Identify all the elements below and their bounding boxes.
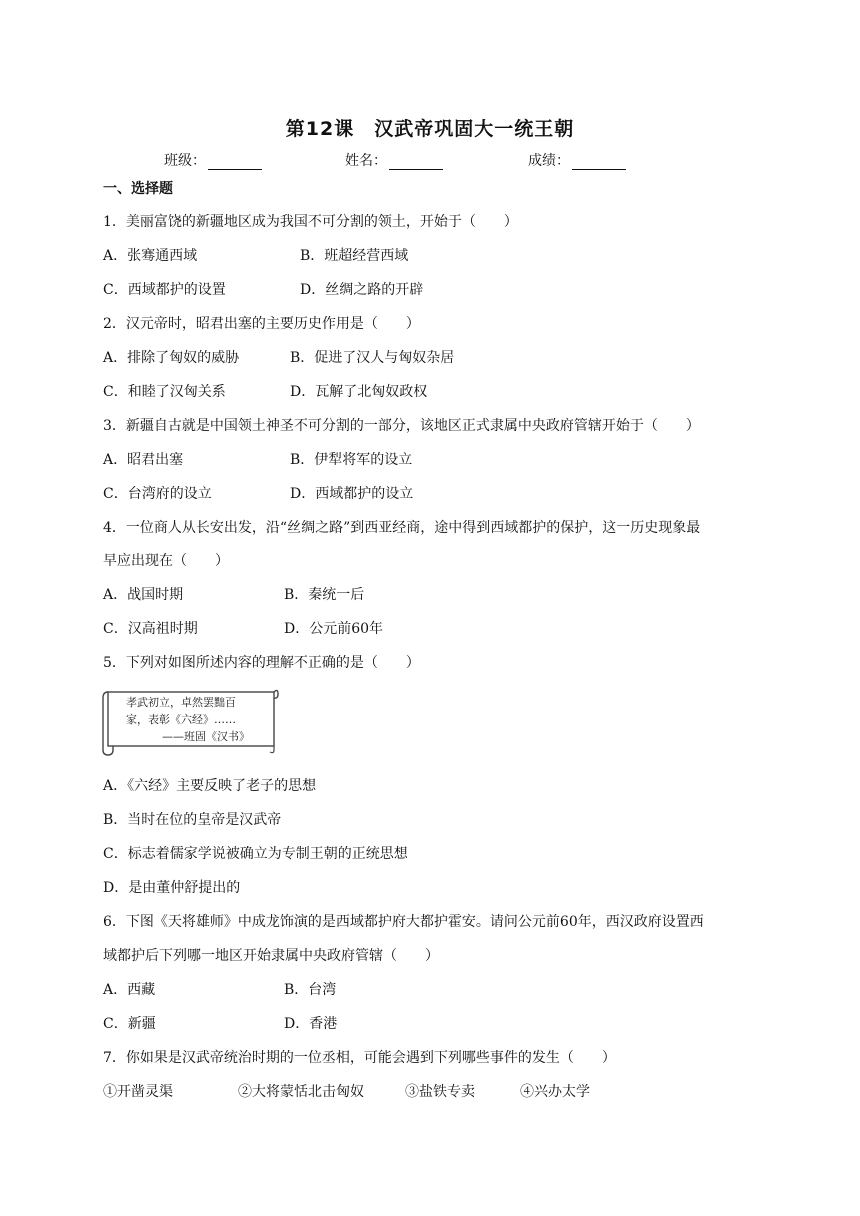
question-7-item-1: ①开凿灵渠 [103, 1084, 173, 1100]
class-label: 班级： [164, 153, 206, 169]
question-5-option-c: C．标志着儒家学说被确立为专制王朝的正统思想 [103, 846, 408, 862]
scroll-illustration [100, 686, 282, 756]
question-2-option-d: D．瓦解了北匈奴政权 [290, 384, 428, 400]
name-field [345, 150, 443, 170]
question-5-option-d: D．是由董仲舒提出的 [103, 880, 241, 896]
score-blank [572, 155, 626, 170]
score-field [528, 150, 626, 170]
question-7-item-3: ③盐铁专卖 [405, 1084, 475, 1100]
question-1-stem: 1．美丽富饶的新疆地区成为我国不可分割的领土，开始于（ ） [103, 214, 518, 230]
question-3-stem: 3．新疆自古就是中国领土神圣不可分割的一部分，该地区正式隶属中央政府管辖开始于（ ） [103, 418, 700, 434]
question-7-item-4: ④兴办太学 [520, 1084, 590, 1100]
question-3-option-b: B．伊犁将军的设立 [290, 452, 413, 468]
question-2-option-b: B．促进了汉人与匈奴杂居 [290, 350, 455, 366]
question-1-option-b: B．班超经营西域 [300, 248, 409, 264]
scroll-text-line-3: ——班固《汉书》 [162, 730, 250, 743]
question-7-stem: 7．你如果是汉武帝统治时期的一位丞相，可能会遇到下列哪些事件的发生（ ） [103, 1050, 616, 1066]
question-6-option-c: C．新疆 [103, 1016, 156, 1032]
question-4-option-a: A．战国时期 [103, 587, 184, 603]
name-blank [389, 155, 443, 170]
question-6-stem-line-2: 域都护后下列哪一地区开始隶属中央政府管辖（ ） [103, 948, 439, 964]
question-1-option-c: C．西域都护的设置 [103, 282, 226, 298]
scroll-text-line-1: 孝武初立，卓然罢黜百 [126, 696, 236, 709]
question-7-item-2: ②大将蒙恬北击匈奴 [238, 1084, 364, 1100]
question-1-option-a: A．张骞通西域 [103, 248, 198, 264]
question-6-option-a: A．西藏 [103, 982, 156, 998]
question-5-option-a: A．《六经》主要反映了老子的思想 [103, 778, 317, 794]
class-blank [208, 155, 262, 170]
name-label: 姓名： [345, 153, 387, 169]
question-6-option-b: B．台湾 [284, 982, 337, 998]
question-4-stem-line-2: 早应出现在（ ） [103, 553, 229, 569]
score-label: 成绩： [528, 153, 570, 169]
scroll-text-line-2: 家，表彰《六经》…… [126, 713, 236, 726]
question-2-option-c: C．和睦了汉匈关系 [103, 384, 226, 400]
question-1-option-d: D．丝绸之路的开辟 [300, 282, 424, 298]
section-heading: 一、选择题 [103, 181, 173, 197]
question-6-stem-line-1: 6．下图《天将雄师》中成龙饰演的是西域都护府大都护霍安。请问公元前60年，西汉政府设置西 [103, 914, 704, 930]
question-3-option-a: A．昭君出塞 [103, 452, 184, 468]
question-5-stem: 5．下列对如图所述内容的理解不正确的是（ ） [103, 655, 420, 671]
question-4-stem-line-1: 4．一位商人从长安出发，沿“丝绸之路”到西亚经商，途中得到西域都护的保护，这一历史现象最 [103, 520, 701, 536]
question-5-option-b: B．当时在位的皇帝是汉武帝 [103, 812, 282, 828]
question-3-option-d: D．西域都护的设立 [290, 486, 414, 502]
question-4-option-b: B．秦统一后 [284, 587, 365, 603]
question-2-stem: 2．汉元帝时，昭君出塞的主要历史作用是（ ） [103, 316, 420, 332]
question-2-option-a: A．排除了匈奴的威胁 [103, 350, 240, 366]
class-field [164, 150, 262, 170]
question-3-option-c: C．台湾府的设立 [103, 486, 212, 502]
question-6-option-d: D．香港 [284, 1016, 338, 1032]
question-4-option-d: D．公元前60年 [284, 621, 384, 637]
question-4-option-c: C．汉高祖时期 [103, 621, 198, 637]
page-title: 第12课 汉武帝巩固大一统王朝 [285, 118, 575, 140]
